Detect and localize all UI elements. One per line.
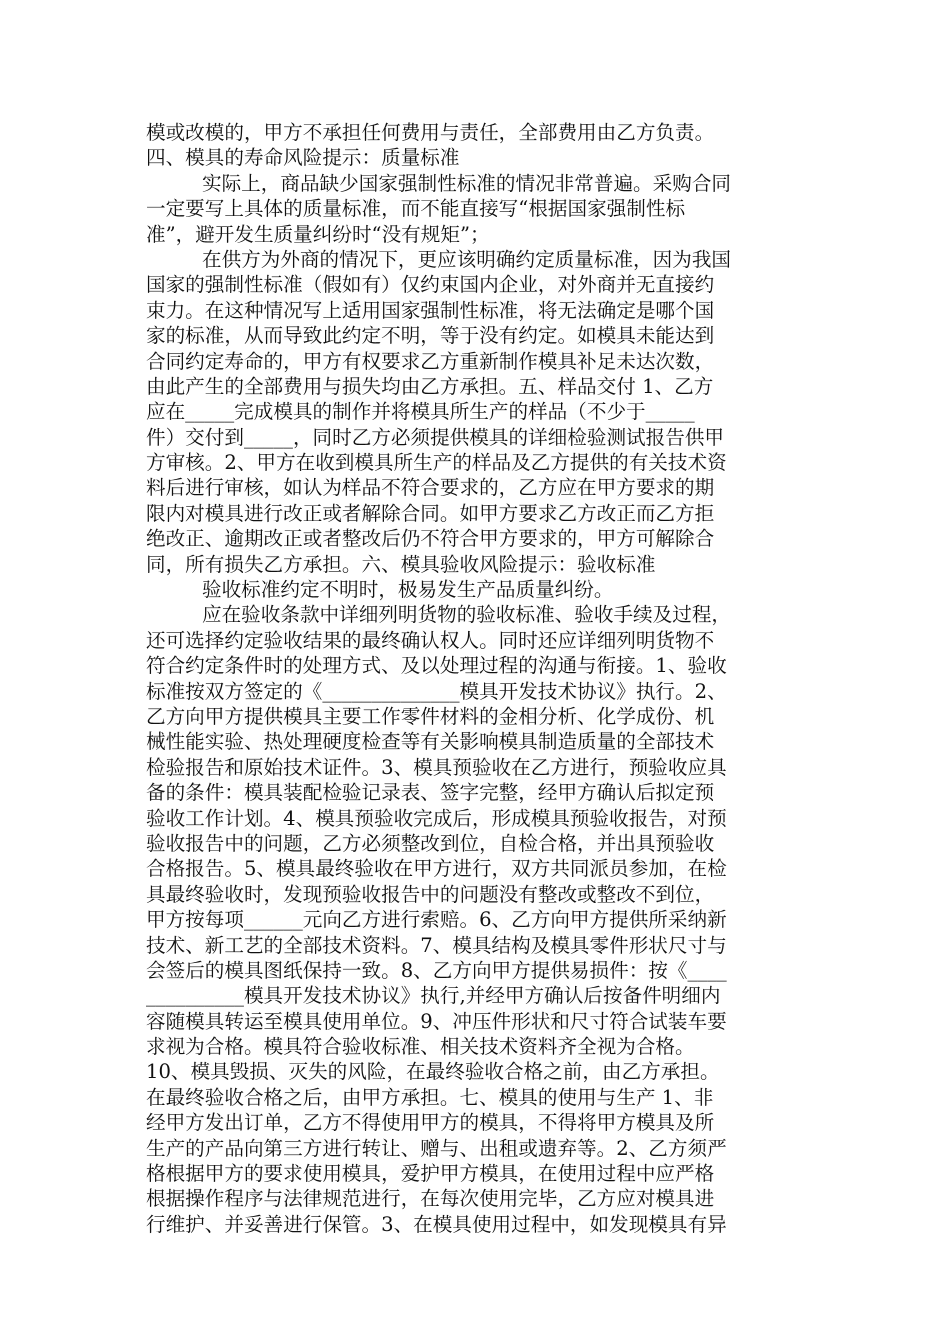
text-line: 根据操作程序与法律规范进行，在每次使用完毕，乙方应对模具进 [146,1187,715,1211]
text-line: 家的标准，从而导致此约定不明，等于没有约定。如模具未能达到 [146,324,715,348]
text-line: 具最终验收时，发现预验收报告中的问题没有整改或整改不到位， [146,882,715,906]
text-line: 件）交付到_____，同时乙方必须提供模具的详细检验测试报告供甲 [146,425,725,449]
text-line: 经甲方发出订单，乙方不得使用甲方的模具，不得将甲方模具及所 [146,1111,715,1135]
text-line: 应在_____完成模具的制作并将模具所生产的样品（不少于_____ [146,400,695,424]
text-line: 技术、新工艺的全部技术资料。7、模具结构及模具零件形状尺寸与 [146,933,727,957]
text-line: 还可选择约定验收结果的最终确认权人。同时还应详细列明货物不 [146,628,715,652]
text-line: 限内对模具进行改正或者解除合同。如甲方要求乙方改正而乙方拒 [146,501,715,525]
document-page [146,120,806,1237]
text-line: 械性能实验、热处理硬度检查等有关影响模具制造质量的全部技术 [146,730,715,754]
text-line: 检验报告和原始技术证件。3、模具预验收在乙方进行，预验收应具 [146,755,727,779]
text-line: 料后进行审核，如认为样品不符合要求的，乙方应在甲方要求的期 [146,476,715,500]
text-line: 行维护、并妥善进行保管。3、在模具使用过程中，如发现模具有异 [146,1212,727,1236]
text-line: __________模具开发技术协议》执行,并经甲方确认后按备件明细内 [146,984,721,1008]
text-line: 准”，避开发生质量纠纷时“没有规矩”； [146,222,490,246]
text-line: 10、模具毁损、灭失的风险，在最终验收合格之前，由乙方承担。 [146,1060,720,1084]
text-line: 在最终验收合格之后，由甲方承担。七、模具的使用与生产 1、非 [146,1085,714,1109]
text-line: 验收工作计划。4、模具预验收完成后，形成模具预验收报告，对预 [146,806,727,830]
text-line: 同，所有损失乙方承担。六、模具验收风险提示：验收标准 [146,552,656,576]
text-line: 验收报告中的问题，乙方必须整改到位，自检合格，并出具预验收 [146,831,715,855]
text-line: 符合约定条件时的处理方式、及以处理过程的沟通与衔接。1、验收 [146,654,727,678]
text-line: 一定要写上具体的质量标准，而不能直接写“根据国家强制性标 [146,197,686,221]
section-heading: 四、模具的寿命风险提示：质量标准 [146,146,460,170]
text-line: 模或改模的，甲方不承担任何费用与责任，全部费用由乙方负责。 [146,121,715,144]
text-line: 备的条件：模具装配检验记录表、签字完整，经甲方确认后拟定预 [146,781,715,805]
text-line: 实际上，商品缺少国家强制性标准的情况非常普遍。采购合同 [202,171,732,195]
text-line: 由此产生的全部费用与损失均由乙方承担。五、样品交付 1、乙方 [146,374,714,398]
text-line: 国家的强制性标准（假如有）仅约束国内企业，对外商并无直接约 [146,273,715,297]
text-line: 合格报告。5、模具最终验收在甲方进行，双方共同派员参加，在检 [146,857,727,881]
text-line: 验收标准约定不明时，极易发生产品质量纠纷。 [202,578,614,602]
text-line: 束力。在这种情况写上适用国家强制性标准，将无法确定是哪个国 [146,298,715,322]
text-line: 格根据甲方的要求使用模具，爱护甲方模具，在使用过程中应严格 [146,1162,715,1186]
text-line: 甲方按每项______元向乙方进行索赔。6、乙方向甲方提供所采纳新 [146,908,727,932]
text-line: 在供方为外商的情况下，更应该明确约定质量标准，因为我国 [202,247,732,271]
text-line: 会签后的模具图纸保持一致。8、乙方向甲方提供易损件：按《____ [146,958,727,982]
text-line: 生产的产品向第三方进行转让、赠与、出租或遗弃等。2、乙方须严 [146,1136,727,1160]
text-line: 乙方向甲方提供模具主要工作零件材料的金相分析、化学成份、机 [146,704,715,728]
text-line: 标准按双方签定的《______________模具开发技术协议》执行。2、 [146,679,727,703]
text-line: 绝改正、逾期改正或者整改后仍不符合甲方要求的，甲方可解除合 [146,527,715,551]
text-line: 合同约定寿命的，甲方有权要求乙方重新制作模具补足未达次数， [146,349,715,373]
text-line: 应在验收条款中详细列明货物的验收标准、验收手续及过程， [202,603,732,627]
text-line: 求视为合格。模具符合验收标准、相关技术资料齐全视为合格。 [146,1035,695,1059]
text-line: 方审核。2、甲方在收到模具所生产的样品及乙方提供的有关技术资 [146,451,727,475]
text-line: 容随模具转运至模具使用单位。9、冲压件形状和尺寸符合试装车要 [146,1009,727,1033]
